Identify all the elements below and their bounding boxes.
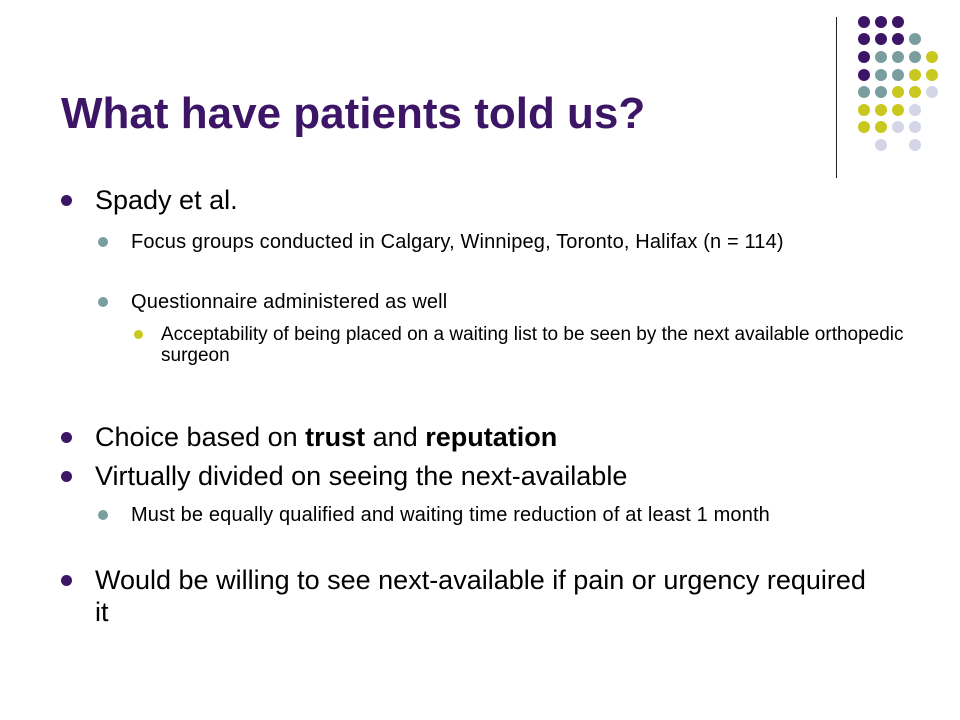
sub-bullet-item [131, 504, 891, 526]
sub-bullet-item [131, 291, 891, 313]
bullet-item [95, 184, 875, 216]
bullet-text: Must be equally qualified and waiting time reduction of at least 1 month [131, 504, 770, 526]
bullet-dot [98, 510, 108, 520]
bullet-text-middle: and [365, 422, 426, 452]
bullet-item [95, 460, 875, 492]
sub-sub-bullet-item [161, 324, 906, 366]
bullet-dot [61, 432, 72, 443]
bullet-text: Virtually divided on seeing the next-available [95, 461, 628, 491]
bullet-text: Spady et al. [95, 185, 238, 215]
bullet-text-prefix: Choice based on [95, 422, 306, 452]
bullet-dot [61, 471, 72, 482]
bullet-text: Questionnaire administered as well [131, 291, 448, 313]
bullet-dot [98, 237, 108, 247]
bullet-text: Acceptability of being placed on a waiting list to be seen by the next available orthopedic surgeon [161, 324, 904, 366]
slide-title: What have patients told us? [61, 89, 646, 138]
bullet-text-bold-trust: trust [305, 422, 366, 452]
bullet-text: Would be willing to see next-available if pain or urgency required it [95, 565, 866, 627]
bullet-text: Focus groups conducted in Calgary, Winnipeg, Toronto, Halifax (n = 114) [131, 231, 784, 253]
bullet-text-bold-reputation: reputation [425, 422, 558, 452]
sub-bullet-item [131, 231, 891, 253]
bullet-dot [61, 195, 72, 206]
bullet-dot [61, 575, 72, 586]
bullet-item [95, 564, 875, 628]
bullet-dot [134, 330, 143, 339]
bullet-item [95, 421, 875, 453]
bullet-dot [98, 297, 108, 307]
